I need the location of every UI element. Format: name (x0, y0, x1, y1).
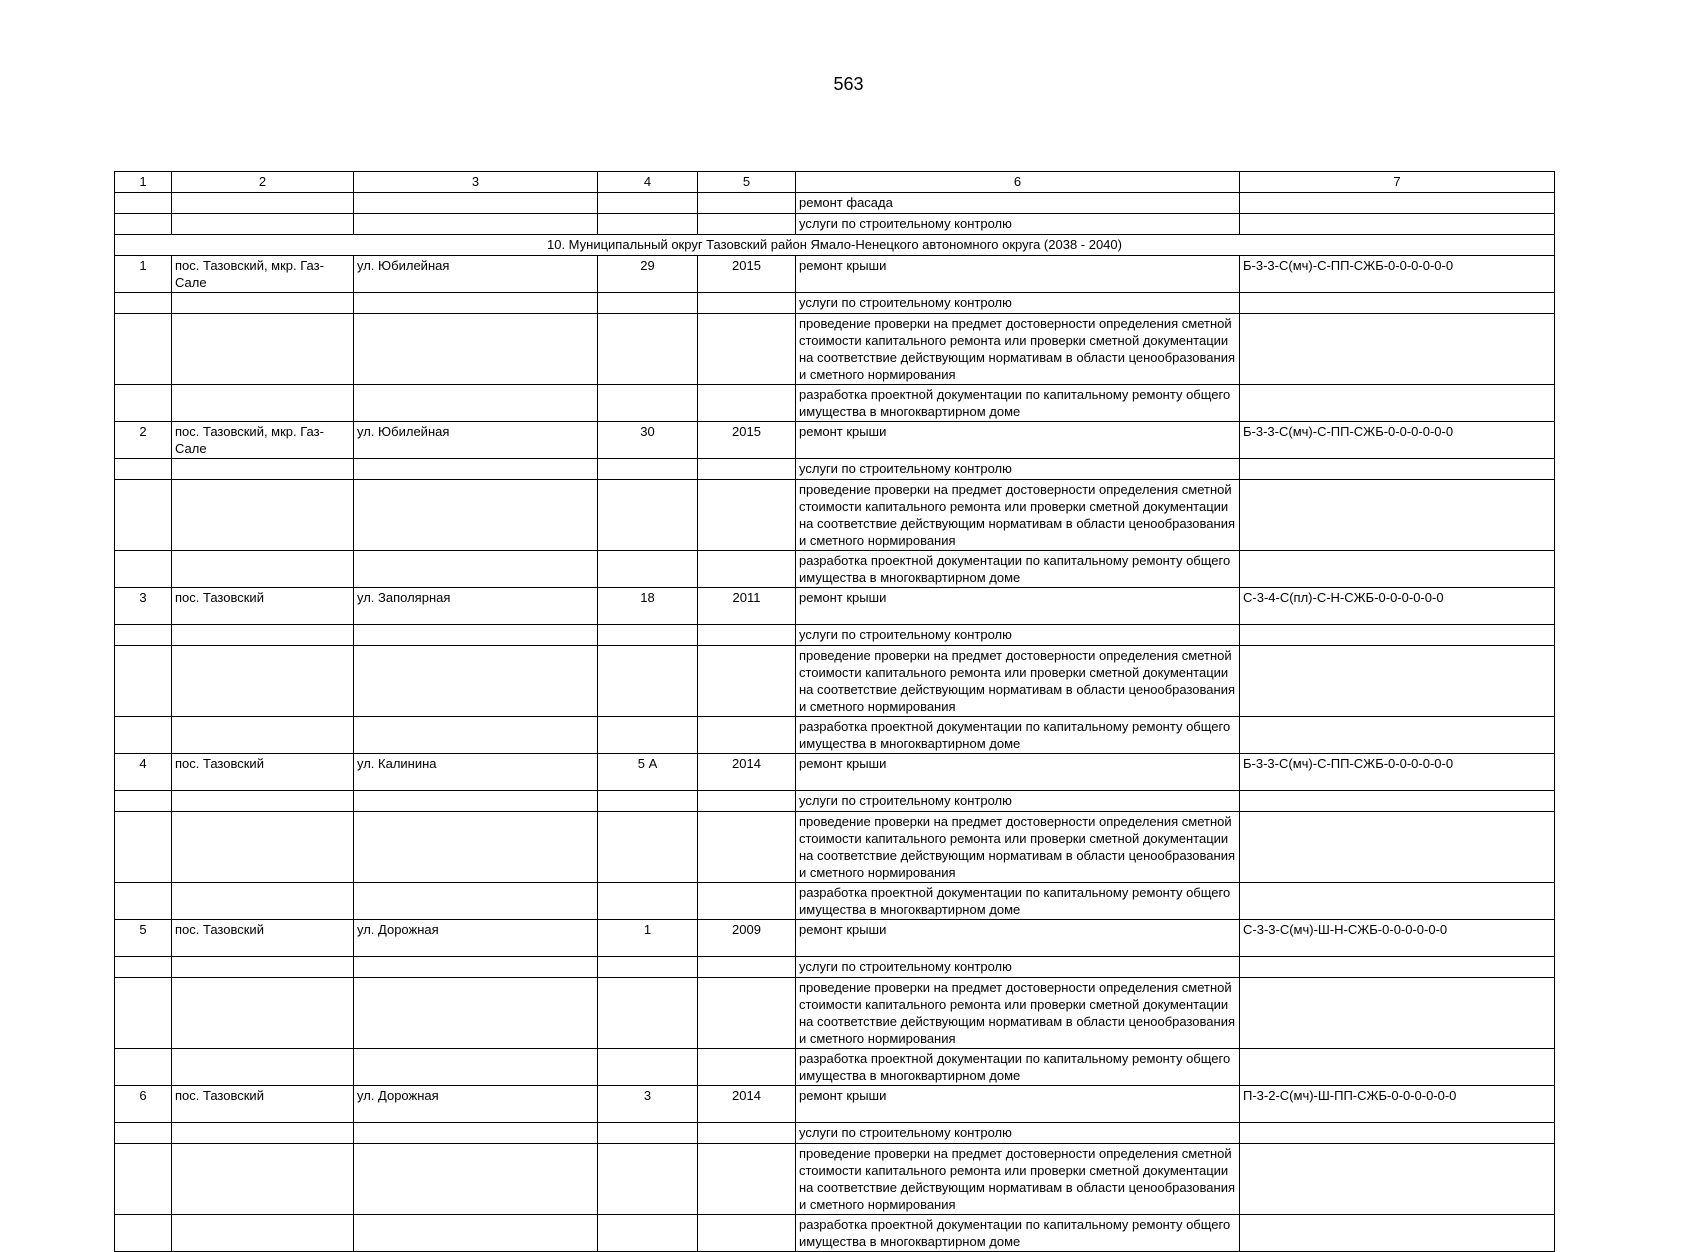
entry-number: 4 (115, 754, 172, 791)
work-type-cell: ремонт крыши (796, 754, 1240, 791)
work-type-cell: проведение проверки на предмет достоверности определения сметной стоимости капитального ремонта или проверки сметной документации на соответствие действующим нормативам в области ценообразования и сметного нормирования (796, 646, 1240, 717)
locality-cell: пос. Тазовский (172, 920, 354, 957)
header-cell: 5 (698, 172, 796, 193)
table-row (115, 314, 1555, 385)
street-cell: ул. Дорожная (354, 1086, 598, 1123)
year-cell: 2015 (698, 422, 796, 459)
work-type-cell: ремонт крыши (796, 920, 1240, 957)
table-row (115, 1123, 1555, 1144)
table-row (115, 812, 1555, 883)
header-row (115, 172, 1555, 193)
house-number-cell: 1 (598, 920, 698, 957)
work-type-cell: услуги по строительному контролю (796, 791, 1240, 812)
street-cell: ул. Заполярная (354, 588, 598, 625)
table-row (115, 1215, 1555, 1252)
table-row (115, 551, 1555, 588)
work-type-cell: проведение проверки на предмет достоверности определения сметной стоимости капитального ремонта или проверки сметной документации на соответствие действующим нормативам в области ценообразования и сметного нормирования (796, 978, 1240, 1049)
work-type-cell: проведение проверки на предмет достоверности определения сметной стоимости капитального ремонта или проверки сметной документации на соответствие действующим нормативам в области ценообразования и сметного нормирования (796, 812, 1240, 883)
table-row (115, 920, 1555, 957)
house-number-cell: 3 (598, 1086, 698, 1123)
table-row (115, 422, 1555, 459)
work-type-cell: разработка проектной документации по капитальному ремонту общего имущества в многоквартирном доме (796, 1049, 1240, 1086)
table-row (115, 256, 1555, 293)
table-row (115, 459, 1555, 480)
building-code-cell: П-3-2-С(мч)-Ш-ПП-СЖБ-0-0-0-0-0-0 (1240, 1086, 1555, 1123)
year-cell: 2015 (698, 256, 796, 293)
street-cell: ул. Дорожная (354, 920, 598, 957)
table-row (115, 385, 1555, 422)
work-type-cell: услуги по строительному контролю (796, 214, 1240, 235)
entry-number: 6 (115, 1086, 172, 1123)
building-code-cell: Б-3-3-С(мч)-С-ПП-СЖБ-0-0-0-0-0-0 (1240, 754, 1555, 791)
work-type-cell: проведение проверки на предмет достоверности определения сметной стоимости капитального ремонта или проверки сметной документации на соответствие действующим нормативам в области ценообразования и сметного нормирования (796, 480, 1240, 551)
street-cell: ул. Юбилейная (354, 256, 598, 293)
table-row (115, 646, 1555, 717)
year-cell: 2009 (698, 920, 796, 957)
work-type-cell: ремонт крыши (796, 588, 1240, 625)
work-type-cell: ремонт крыши (796, 256, 1240, 293)
locality-cell: пос. Тазовский, мкр. Газ-Сале (172, 256, 354, 293)
entry-number: 1 (115, 256, 172, 293)
table-row (115, 791, 1555, 812)
header-cell: 6 (796, 172, 1240, 193)
locality-cell: пос. Тазовский, мкр. Газ-Сале (172, 422, 354, 459)
locality-cell: пос. Тазовский (172, 588, 354, 625)
entry-number: 3 (115, 588, 172, 625)
table-row (115, 883, 1555, 920)
work-type-cell: разработка проектной документации по капитальному ремонту общего имущества в многоквартирном доме (796, 1215, 1240, 1252)
work-type-cell: ремонт крыши (796, 1086, 1240, 1123)
header-cell: 1 (115, 172, 172, 193)
header-cell: 2 (172, 172, 354, 193)
header-cell: 3 (354, 172, 598, 193)
building-code-cell: Б-3-3-С(мч)-С-ПП-СЖБ-0-0-0-0-0-0 (1240, 422, 1555, 459)
table-row (115, 957, 1555, 978)
work-type-cell: разработка проектной документации по капитальному ремонту общего имущества в многоквартирном доме (796, 717, 1240, 754)
table-row (115, 1086, 1555, 1123)
work-type-cell: разработка проектной документации по капитальному ремонту общего имущества в многоквартирном доме (796, 385, 1240, 422)
table-row (115, 1049, 1555, 1086)
building-code-cell: С-3-4-С(пл)-С-Н-СЖБ-0-0-0-0-0-0 (1240, 588, 1555, 625)
house-number-cell: 29 (598, 256, 698, 293)
table-row (115, 1144, 1555, 1215)
street-cell: ул. Юбилейная (354, 422, 598, 459)
work-type-cell: ремонт фасада (796, 193, 1240, 214)
work-type-cell: услуги по строительному контролю (796, 957, 1240, 978)
work-type-cell: проведение проверки на предмет достоверности определения сметной стоимости капитального ремонта или проверки сметной документации на соответствие действующим нормативам в области ценообразования и сметного нормирования (796, 314, 1240, 385)
work-type-cell: услуги по строительному контролю (796, 459, 1240, 480)
work-type-cell: проведение проверки на предмет достоверности определения сметной стоимости капитального ремонта или проверки сметной документации на соответствие действующим нормативам в области ценообразования и сметного нормирования (796, 1144, 1240, 1215)
house-number-cell: 18 (598, 588, 698, 625)
house-number-cell: 5 А (598, 754, 698, 791)
work-type-cell: разработка проектной документации по капитальному ремонту общего имущества в многоквартирном доме (796, 883, 1240, 920)
table-row (115, 293, 1555, 314)
header-cell: 7 (1240, 172, 1555, 193)
table-row (115, 480, 1555, 551)
table-row (115, 978, 1555, 1049)
table-row (115, 625, 1555, 646)
year-cell: 2011 (698, 588, 796, 625)
section-title: 10. Муниципальный округ Тазовский район Ямало-Ненецкого автономного округа (2038 - 2040) (115, 235, 1555, 256)
locality-cell: пос. Тазовский (172, 754, 354, 791)
work-type-cell: услуги по строительному контролю (796, 293, 1240, 314)
table-row (115, 754, 1555, 791)
repair-program-table (114, 171, 1555, 1252)
page-number: 563 (833, 74, 864, 94)
building-code-cell: Б-3-3-С(мч)-С-ПП-СЖБ-0-0-0-0-0-0 (1240, 256, 1555, 293)
table-row (115, 193, 1555, 214)
year-cell: 2014 (698, 754, 796, 791)
work-type-cell: услуги по строительному контролю (796, 625, 1240, 646)
street-cell: ул. Калинина (354, 754, 598, 791)
work-type-cell: услуги по строительному контролю (796, 1123, 1240, 1144)
locality-cell: пос. Тазовский (172, 1086, 354, 1123)
table-row (115, 588, 1555, 625)
house-number-cell: 30 (598, 422, 698, 459)
table-row (115, 214, 1555, 235)
year-cell: 2014 (698, 1086, 796, 1123)
work-type-cell: разработка проектной документации по капитальному ремонту общего имущества в многоквартирном доме (796, 551, 1240, 588)
entry-number: 5 (115, 920, 172, 957)
building-code-cell: С-3-3-С(мч)-Ш-Н-СЖБ-0-0-0-0-0-0 (1240, 920, 1555, 957)
header-cell: 4 (598, 172, 698, 193)
table-row (115, 717, 1555, 754)
entry-number: 2 (115, 422, 172, 459)
section-row (115, 235, 1555, 256)
work-type-cell: ремонт крыши (796, 422, 1240, 459)
